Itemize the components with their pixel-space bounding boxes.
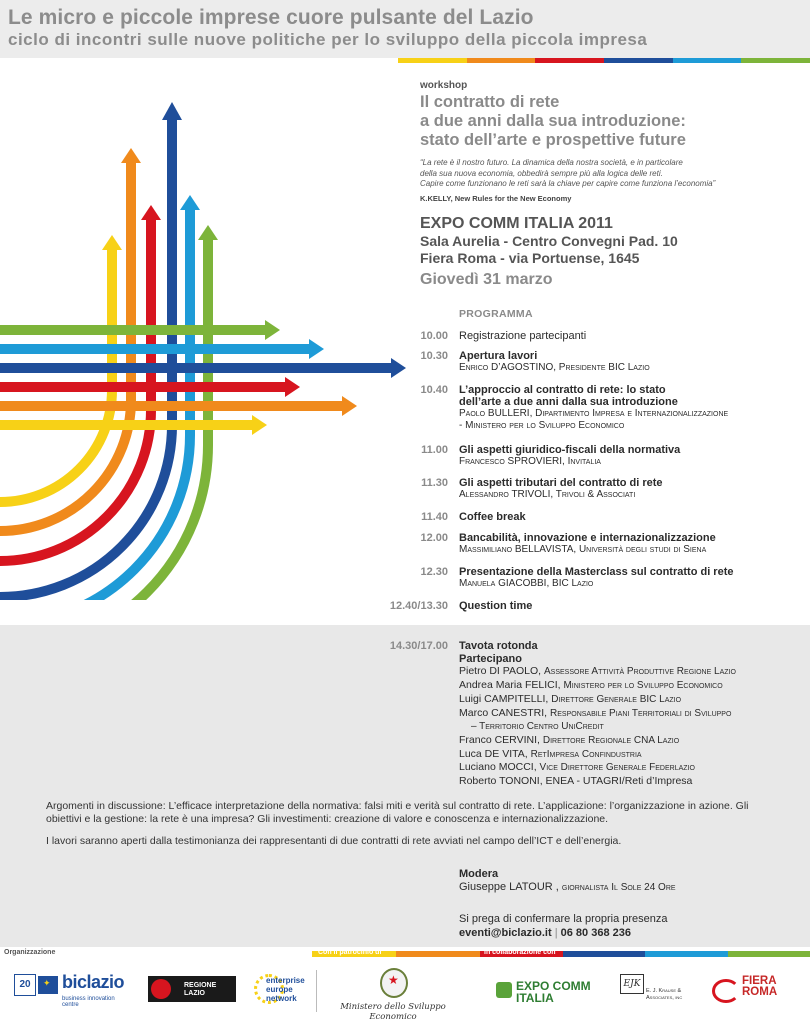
- venue-line: Sala Aurelia - Centro Convegni Pad. 10: [420, 232, 678, 249]
- fiera-roma-line: FIERA: [742, 975, 777, 987]
- participant: [459, 775, 809, 789]
- expo-comm-mark-icon: [496, 982, 512, 998]
- program-time: 11.30: [421, 477, 448, 489]
- rsvp-separator: |: [551, 927, 561, 939]
- quote-author: K.KELLY, New Rules for the New Economy: [420, 193, 572, 203]
- fiera-roma-mark-icon: [712, 979, 740, 1003]
- workshop-title-line: Il contratto di rete: [420, 93, 560, 111]
- program-time: 12.30: [420, 566, 448, 578]
- round-table-time: 14.30/17.00: [389, 640, 448, 652]
- rsvp: [459, 912, 668, 940]
- network-arrows-illustration: [0, 90, 420, 600]
- program-speaker: Francesco SPROVIERI, Invitalia: [459, 456, 601, 467]
- event-name: EXPO COMM ITALIA 2011: [420, 214, 613, 232]
- program-title: Bancabilità, innovazione e internazionalizzazione: [459, 532, 716, 544]
- venue-line: Fiera Roma - via Portuense, 1645: [420, 249, 640, 266]
- participant-name: Franco CERVINI,: [459, 733, 543, 746]
- participant: [459, 665, 809, 679]
- program-speaker: - Ministero per lo Sviluppo Economico: [459, 420, 625, 431]
- program-title: Registrazione partecipanti: [459, 330, 587, 342]
- discussion-paragraph: Argomenti in discussione: L’efficace interpretazione della normativa: falsi miti e verità sul contratto di rete. L’applicazione: l’organizzazione in azione. Gli obiettivi e la gestione: la rete è una impresa? Gli investimenti: creazione di valore e conoscenza e internazionalizzazione.: [46, 800, 749, 825]
- eu-stars-icon: ✦: [38, 976, 58, 994]
- participant-role: Direttore Generale BIC Lazio: [551, 693, 682, 705]
- ej-krause-logo: [620, 974, 702, 1010]
- rsvp-email-link[interactable]: eventi@biclazio.it: [459, 927, 552, 939]
- participant: [459, 679, 809, 693]
- discussion-paragraph: I lavori saranno aperti dalla testimonianza dei rappresentanti di due contratti di rete avviati nel campo dell’ICT e dell’energia.: [46, 835, 622, 847]
- program-time: 10.40: [420, 384, 448, 396]
- regione-lazio-text: REGIONE LAZIO: [184, 982, 217, 997]
- participant-name: Roberto TONONI, ENEA - UTAGRI/Reti d’Impresa: [459, 775, 693, 788]
- biclazio-tagline: business innovation centre: [62, 996, 115, 1008]
- expo-comm-italia-logo: [496, 980, 606, 1006]
- program-title: Apertura lavori: [459, 350, 538, 362]
- program-speaker: Manuela GIACOBBI, BIC Lazio: [459, 578, 594, 589]
- quote-line: Capire come funzionano le reti sarà la chiave per capire come funziona l’economia”: [420, 179, 716, 188]
- regione-lazio-logo: [148, 976, 236, 1002]
- moderator-name: Giuseppe LATOUR ,: [459, 881, 562, 893]
- program-title: Presentazione della Masterclass sul contratto di rete: [459, 566, 734, 578]
- quote-line: della sua nuova economia, obbedirà sempre più alla logica delle reti.: [420, 168, 663, 178]
- participant: [459, 761, 809, 775]
- footer-color-strip: [0, 951, 810, 957]
- footer-divider: [316, 970, 317, 1012]
- program-speaker: Alessandro TRIVOLI, Trivoli & Associati: [459, 489, 636, 500]
- participant-name: Marco CANESTRI,: [459, 706, 551, 719]
- participant: [459, 720, 809, 734]
- ministero-text: Ministero dello Sviluppo Economico: [340, 1002, 446, 1022]
- program-speaker: Paolo BULLERI, Dipartimento Impresa e Internazionalizzazione: [459, 408, 729, 419]
- participant-role: Assessore Attività Produttive Regione Lazio: [544, 666, 736, 678]
- participant: [459, 734, 809, 748]
- program-heading: PROGRAMMA: [459, 308, 533, 320]
- participant-name: Pietro DI PAOLO,: [459, 665, 544, 678]
- expo-comm-line: ITALIA: [516, 991, 554, 1005]
- header-color-strip: [398, 58, 810, 63]
- program-time: 10.30: [420, 350, 448, 362]
- participant-role: Direttore Regionale CNA Lazio: [542, 734, 680, 746]
- participant-role: Responsabile Piani Territoriali di Sviluppo: [550, 707, 732, 719]
- ejk-line: E. J. Krause &: [646, 988, 682, 994]
- participant-role: Vice Direttore Generale Federlazio: [539, 762, 695, 774]
- regione-emblem-icon: [151, 979, 171, 999]
- biclazio-logo: [14, 974, 132, 1008]
- program-time: 11.40: [421, 511, 448, 523]
- quote-line: “La rete è il nostro futuro. La dinamica della nostra società, e in particolare: [420, 158, 683, 167]
- footer-label-collaboration: In collaborazione con: [484, 949, 556, 956]
- discussion-text: [46, 800, 766, 848]
- program-title: Gli aspetti tributari del contratto di rete: [459, 477, 663, 489]
- program-title: Coffee break: [459, 511, 526, 523]
- biclazio-wordmark: biclazio: [62, 972, 125, 992]
- page-title: Le micro e piccole imprese cuore pulsante del Lazio: [8, 6, 534, 29]
- program-title: L’approccio al contratto di rete: lo stato: [459, 384, 666, 396]
- een-line: network: [266, 994, 297, 1003]
- participant-name: Luigi CAMPITELLI,: [459, 692, 552, 705]
- program-title: Question time: [459, 600, 533, 612]
- participant: [459, 693, 809, 707]
- program-title: Gli aspetti giuridico-fiscali della normativa: [459, 444, 681, 456]
- rsvp-text: Si prega di confermare la propria presenza: [459, 913, 668, 925]
- fiera-roma-logo: [712, 976, 802, 1006]
- anniversary-20-badge: 20: [14, 974, 36, 996]
- program-time: 12.00: [420, 532, 448, 544]
- een-line: europe: [266, 985, 293, 994]
- participant-name: Luca DE VITA,: [459, 747, 531, 760]
- yellow-curve-arrow: [0, 245, 112, 502]
- round-table-subtitle: Partecipano: [459, 652, 522, 665]
- workshop-title: [420, 93, 805, 150]
- participant-role: RetImpresa Confindustria: [530, 748, 642, 760]
- participant: [459, 707, 809, 721]
- participant-role: – Territorio Centro UniCredit: [471, 721, 604, 733]
- event-date: Giovedì 31 marzo: [420, 270, 553, 288]
- participant-name: Luciano MOCCI,: [459, 761, 540, 774]
- round-table-title: Tavota rotonda: [459, 640, 538, 652]
- program-time: 12.40/13.30: [389, 600, 448, 612]
- program-time: 11.00: [421, 444, 448, 456]
- rsvp-phone[interactable]: 06 80 368 236: [560, 927, 631, 939]
- een-line: enterprise: [266, 976, 305, 985]
- workshop-info: [420, 80, 805, 289]
- program-time: 10.00: [420, 330, 448, 342]
- participant-name: Andrea Maria FELICI,: [459, 679, 564, 692]
- quote: [420, 158, 805, 190]
- footer-logos: [0, 962, 810, 1022]
- expo-comm-line: EXPO COMM: [516, 979, 591, 993]
- fiera-roma-line: ROMA: [742, 986, 778, 998]
- footer-label-patronage: Con il patrocinio di: [318, 949, 382, 956]
- moderator-role: giornalista Il Sole 24 Ore: [561, 882, 676, 893]
- workshop-label: workshop: [420, 80, 468, 91]
- ministero-logo: [318, 966, 468, 1020]
- program-title: dell’arte a due anni dalla sua introduzione: [459, 396, 678, 408]
- ejk-mark: EJK: [620, 974, 644, 994]
- italian-republic-emblem-icon: ★: [380, 968, 408, 998]
- participant: [459, 748, 809, 762]
- program-speaker: Enrico D’AGOSTINO, Presidente BIC Lazio: [459, 362, 650, 373]
- moderator-label: Modera: [459, 868, 499, 880]
- participant-role: Ministero per lo Sviluppo Economico: [563, 680, 723, 692]
- workshop-title-line: a due anni dalla sua introduzione:: [420, 112, 686, 130]
- ejk-line: Associates, inc: [646, 995, 683, 1001]
- enterprise-europe-network-logo: [252, 970, 312, 1010]
- page-subtitle: ciclo di incontri sulle nuove politiche per lo sviluppo della piccola impresa: [8, 30, 648, 49]
- workshop-title-line: stato dell’arte e prospettive future: [420, 131, 686, 149]
- program-speaker: Massimiliano BELLAVISTA, Università degli studi di Siena: [459, 544, 707, 555]
- footer-label-organization: Organizzazione: [4, 949, 56, 956]
- moderator: [459, 868, 676, 894]
